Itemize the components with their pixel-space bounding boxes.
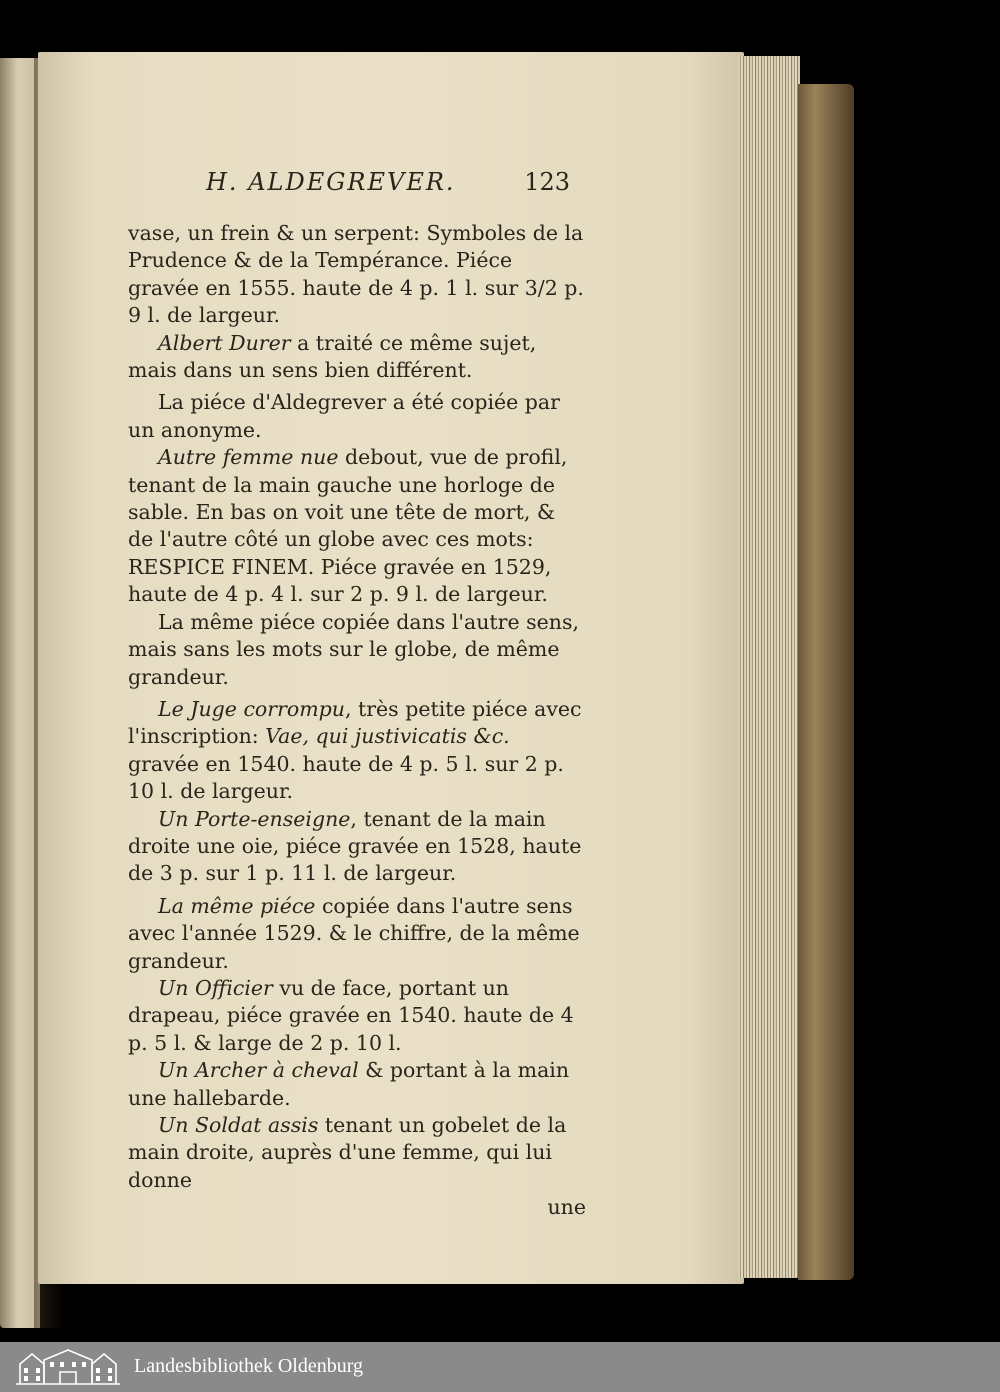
catchword: une <box>547 1195 586 1220</box>
paragraph: Le Juge corrompu, très petite piéce avec l'inscription: Vae, qui justivicatis &c. gravée en 1540. haute de 4 p. 5 l. sur 2 p. 10 l. de largeur. <box>128 696 582 804</box>
library-name: Landesbibliothek Oldenburg <box>134 1355 364 1377</box>
book-cover-edge <box>798 84 854 1280</box>
page-header <box>128 168 586 204</box>
paragraph: Albert Durer a traité ce même sujet, mais dans un sens bien différent. <box>128 330 537 383</box>
page-text <box>128 220 586 1222</box>
paragraph: Un Archer à cheval & portant à la main une hallebarde. <box>128 1058 570 1110</box>
paragraph: Un Soldat assis tenant un gobelet de la main droite, auprès d'une femme, qui lui donne <box>128 1113 567 1192</box>
footer-bar <box>0 1342 1000 1392</box>
paragraph: La même piéce copiée dans l'autre sens avec l'année 1529. & le chiffre, de la même grandeur. <box>128 893 580 973</box>
paragraph: vase, un frein & un serpent: Symboles de la Prudence & de la Tempérance. Piéce gravée en 1555. haute de 4 p. 1 l. sur 3/2 p. 9 l. de largeur. <box>128 221 584 328</box>
paragraph: La même piéce copiée dans l'autre sens, mais sans les mots sur le globe, de même grandeur. <box>128 609 580 689</box>
paragraph: Autre femme nue debout, vue de profil, tenant de la main gauche une horloge de sable. En bas on voit une tête de mort, & de l'autre côté un globe avec ces mots: RESPICE FINEM. Piéce gravée en 1529, haute de 4 p. 4 l. sur 2 p. 9 l. de largeur. <box>128 445 568 607</box>
running-title: H. ALDEGREVER. <box>206 168 456 196</box>
page-edges <box>738 56 800 1278</box>
paragraph: La piéce d'Aldegrever a été copiée par un anonyme. <box>128 390 560 442</box>
paragraph: Un Porte-enseigne, tenant de la main droite une oie, piéce gravée en 1528, haute de 3 p. sur 1 p. 11 l. de largeur. <box>128 806 582 886</box>
library-building-icon <box>14 1348 122 1386</box>
paragraph: Un Officier vu de face, portant un drapeau, piéce gravée en 1540. haute de 4 p. 5 l. & large de 2 p. 10 l. <box>128 975 574 1055</box>
page-number: 123 <box>524 168 570 196</box>
